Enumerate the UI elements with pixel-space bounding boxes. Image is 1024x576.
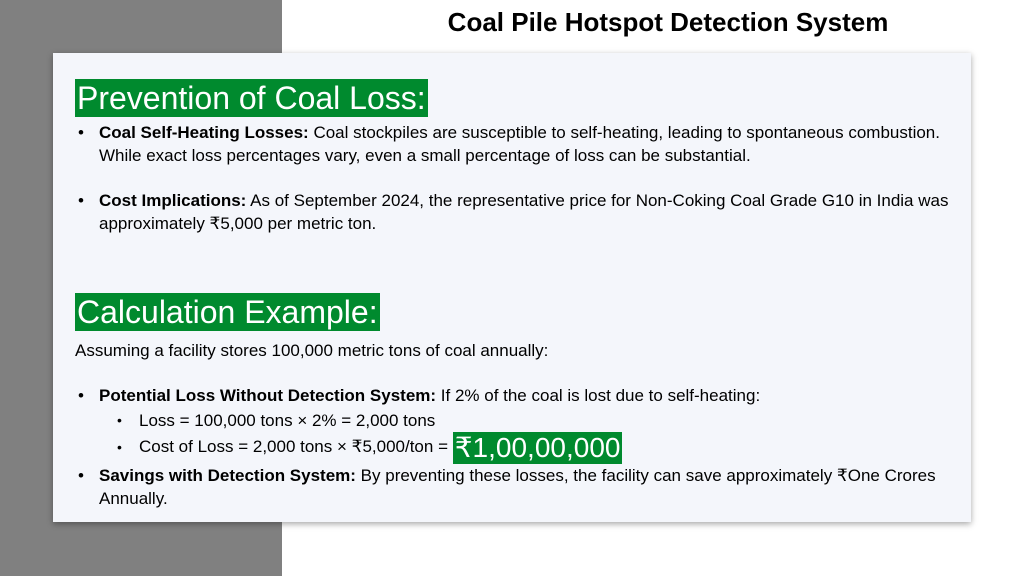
list-item-self-heating: [75, 121, 955, 167]
cost-formula: Cost of Loss = 2,000 tons × ₹5,000/ton =: [139, 437, 453, 456]
sub-item-loss: • Loss = 100,000 tons × 2% = 2,000 tons: [99, 409, 955, 432]
bullet-label: Savings with Detection System:: [99, 466, 356, 485]
bullet-label: Potential Loss Without Detection System:: [99, 386, 437, 405]
section-heading-calculation: Calculation Example:: [77, 294, 378, 330]
calculation-intro: Assuming a facility stores 100,000 metric tons of coal annually:: [75, 341, 549, 360]
sub-item-cost: [99, 430, 955, 464]
bullet-text: Coal stockpiles are susceptible to self-heating, leading to spontaneous combustion. While exact loss percentages vary, even a small percentage of loss can be substantial.: [99, 123, 940, 165]
cost-highlight: ₹1,00,00,000: [454, 431, 621, 463]
bullet-text: If 2% of the coal is lost due to self-heating:: [436, 386, 761, 405]
content-card: [53, 53, 971, 522]
bullet-text: By preventing these losses, the facility can save approximately ₹One Crores Annually.: [99, 466, 936, 508]
bullet-label: Cost Implications:: [99, 191, 247, 210]
bullet-label: Coal Self-Heating Losses:: [99, 123, 309, 142]
list-item-potential-loss: [75, 384, 955, 464]
prevention-list: [75, 121, 955, 235]
loss-sub-list: [99, 409, 955, 464]
list-item-cost-implications: [75, 189, 955, 235]
list-item-savings: [75, 464, 955, 510]
section-heading-prevention: Prevention of Coal Loss:: [77, 80, 426, 116]
calculation-list: [75, 384, 955, 510]
bullet-text: As of September 2024, the representative price for Non-Coking Coal Grade G10 in India was approximately ₹5,000 per metric ton.: [99, 191, 949, 233]
slide-title: Coal Pile Hotspot Detection System: [447, 7, 889, 37]
